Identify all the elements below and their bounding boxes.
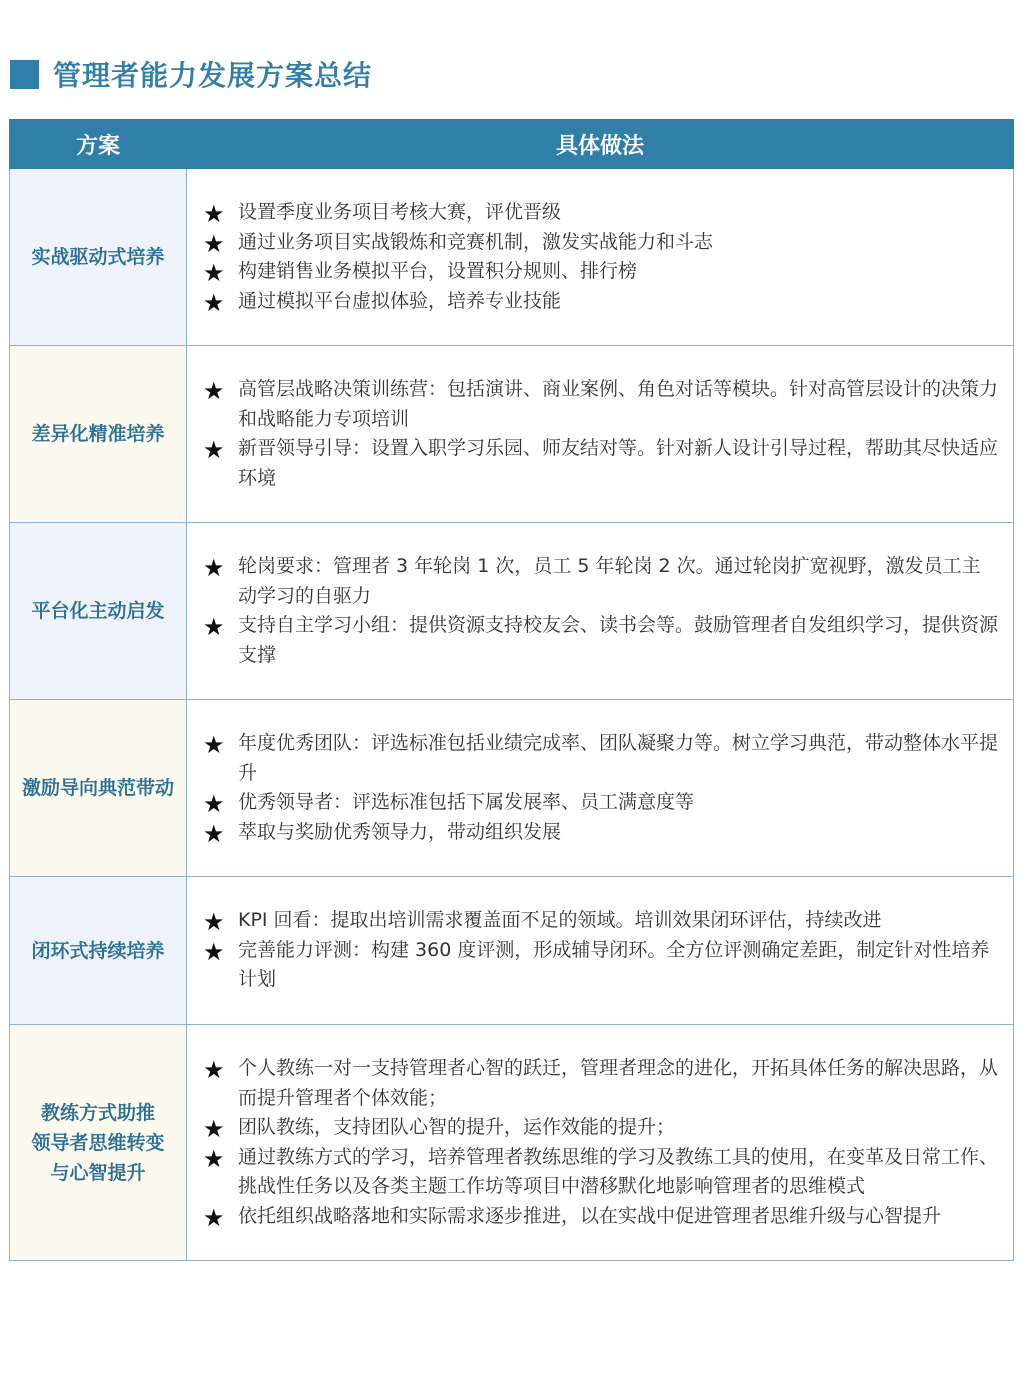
item-list <box>187 198 1013 316</box>
list-item: ★ 萃取与奖励优秀领导力，带动组织发展 <box>203 819 562 848</box>
item-list <box>187 729 1013 847</box>
plan-cell: 平台化主动启发 <box>10 523 187 700</box>
star-icon: ★ <box>203 1203 225 1232</box>
list-item: ★ 新晋领导引导：设置入职学习乐园、师友结对等。针对新人设计引导过程，帮助其尽快适应环境 <box>203 436 999 489</box>
list-item: ★ 依托组织战略落地和实际需求逐步推进，以在实战中促进管理者思维升级与心智提升 <box>203 1203 942 1232</box>
table-row <box>10 1025 1014 1261</box>
star-icon: ★ <box>203 377 225 405</box>
plan-cell: 差异化精准培养 <box>10 346 187 523</box>
detail-cell <box>187 169 1014 346</box>
table-row <box>10 523 1014 700</box>
item-list <box>187 552 1013 670</box>
star-icon: ★ <box>203 554 225 582</box>
list-item: ★ 通过模拟平台虚拟体验，培养专业技能 <box>203 288 562 317</box>
star-icon: ★ <box>203 229 225 258</box>
star-icon: ★ <box>203 937 225 966</box>
star-icon: ★ <box>203 731 225 759</box>
list-item: ★ 优秀领导者：评选标准包括下属发展率、员工满意度等 <box>203 790 695 818</box>
plan-cell <box>10 1025 187 1261</box>
item-list <box>187 375 1013 493</box>
list-item: ★ 设置季度业务项目考核大赛，评优晋级 <box>203 200 562 228</box>
header-detail: 具体做法 <box>187 120 1014 169</box>
list-item: ★ KPI 回看：提取出培训需求覆盖面不足的领域。培训效果闭环评估，持续改进 <box>203 908 882 937</box>
plan-line: 教练方式助推 <box>40 1101 155 1124</box>
star-icon: ★ <box>203 200 225 228</box>
header-plan: 方案 <box>10 120 187 169</box>
star-icon: ★ <box>203 436 225 464</box>
list-item: ★ 个人教练一对一支持管理者心智的跃迁，管理者理念的进化，开拓具体任务的解决思路，从而提升管理者个体效能； <box>203 1056 999 1109</box>
table-header-row <box>10 120 1014 169</box>
detail-cell <box>187 346 1014 523</box>
table-row <box>10 700 1014 877</box>
star-icon: ★ <box>203 1115 225 1143</box>
star-icon: ★ <box>203 613 225 641</box>
list-item: ★ 团队教练，支持团队心智的提升，运作效能的提升； <box>203 1115 676 1143</box>
detail-cell <box>187 700 1014 877</box>
page-title: 管理者能力发展方案总结 <box>53 59 373 92</box>
plan-cell: 闭环式持续培养 <box>10 877 187 1025</box>
item-list <box>187 1054 1013 1231</box>
table-row <box>10 877 1014 1025</box>
star-icon: ★ <box>203 1144 225 1173</box>
detail-cell <box>187 1025 1014 1261</box>
list-item: ★ 通过业务项目实战锻炼和竞赛机制，激发实战能力和斗志 <box>203 229 714 258</box>
table-row <box>10 346 1014 523</box>
list-item: ★ 年度优秀团队：评选标准包括业绩完成率、团队凝聚力等。树立学习典范，带动整体水平提升 <box>203 731 999 784</box>
list-item: ★ 构建销售业务模拟平台，设置积分规则、排行榜 <box>203 259 638 287</box>
summary-table <box>9 119 1014 1261</box>
star-icon: ★ <box>203 908 225 937</box>
list-item: ★ 轮岗要求：管理者 3 年轮岗 1 次，员工 5 年轮岗 2 次。通过轮岗扩宽视野，激发员工主动学习的自驱力 <box>203 554 981 607</box>
list-item: ★ 高管层战略决策训练营：包括演讲、商业案例、角色对话等模块。针对高管层设计的决策力和战略能力专项培训 <box>203 377 999 430</box>
star-icon: ★ <box>203 259 225 287</box>
page-title-bar <box>10 54 372 94</box>
star-icon: ★ <box>203 790 225 818</box>
plan-line: 领导者思维转变 <box>31 1131 165 1154</box>
list-item: ★ 支持自主学习小组：提供资源支持校友会、读书会等。鼓励管理者自发组织学习，提供资源支撑 <box>203 613 999 666</box>
detail-cell <box>187 877 1014 1025</box>
title-square-icon <box>10 60 39 89</box>
detail-cell <box>187 523 1014 700</box>
star-icon: ★ <box>203 288 225 317</box>
plan-cell: 激励导向典范带动 <box>10 700 187 877</box>
list-item: ★ 完善能力评测：构建 360 度评测，形成辅导闭环。全方位评测确定差距，制定针对性培养计划 <box>203 937 990 991</box>
list-item: ★ 通过教练方式的学习，培养管理者教练思维的学习及教练工具的使用，在变革及日常工作、挑战性任务以及各类主题工作坊等项目中潜移默化地影响管理者的思维模式 <box>203 1144 999 1197</box>
table-row <box>10 169 1014 346</box>
item-list <box>187 906 1013 995</box>
plan-cell: 实战驱动式培养 <box>10 169 187 346</box>
star-icon: ★ <box>203 819 225 848</box>
star-icon: ★ <box>203 1056 225 1084</box>
plan-line: 与心智提升 <box>50 1161 146 1184</box>
